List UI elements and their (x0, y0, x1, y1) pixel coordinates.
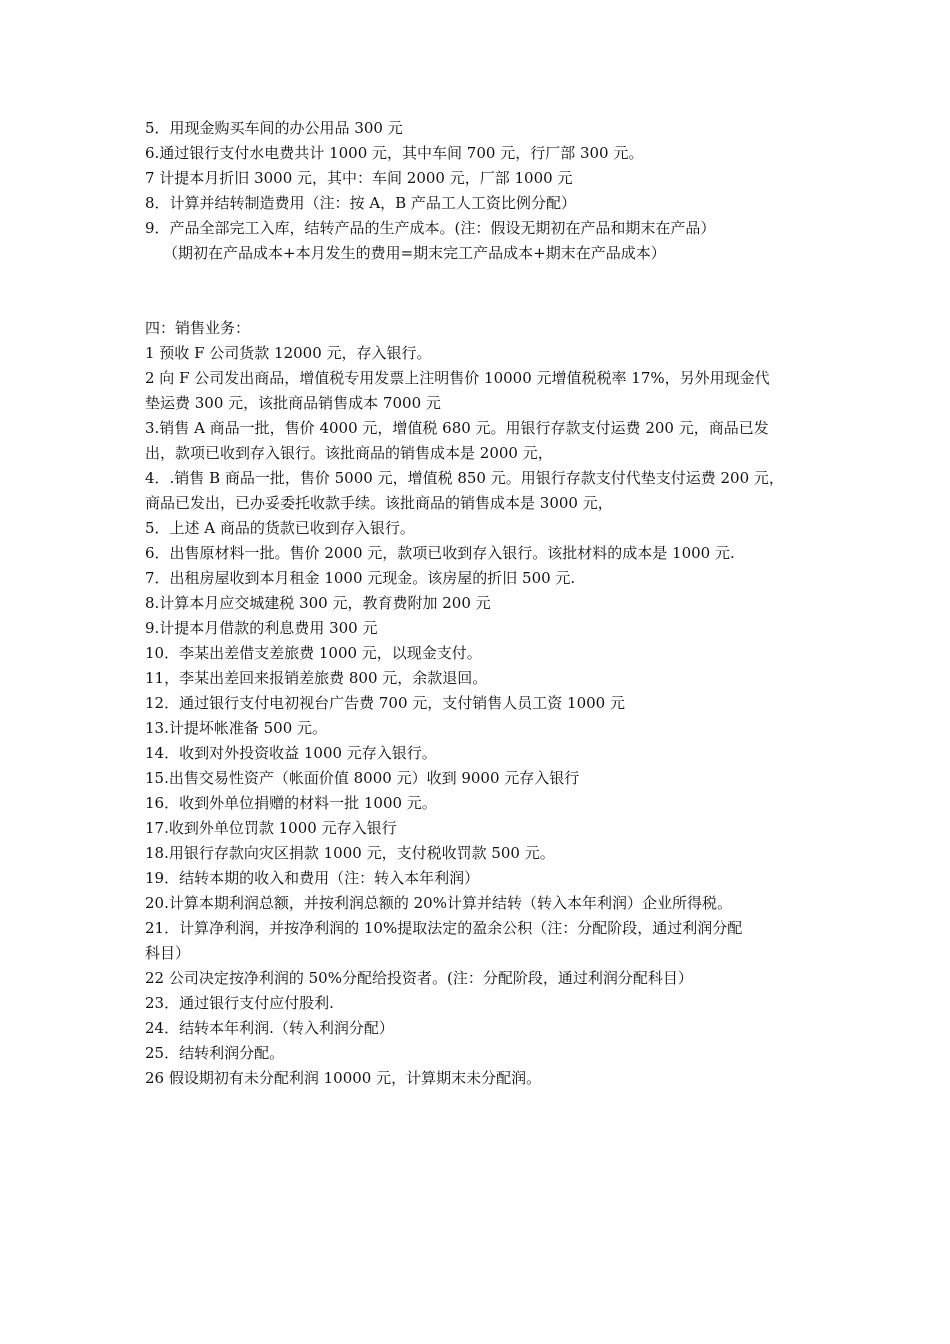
text-line: 20.计算本期利润总额，并按利润总额的 20%计算并结转（转入本年利润）企业所得税。 (145, 894, 732, 912)
text-line: 2 向 F 公司发出商品，增值税专用发票上注明售价 10000 元增值税税率 17%，另外用现金代 (145, 369, 770, 387)
text-line: 26 假设期初有未分配利润 10000 元，计算期末未分配润。 (145, 1069, 542, 1087)
text-line: 10．李某出差借支差旅费 1000 元，以现金支付。 (145, 644, 482, 662)
text-line: 21．计算净利润，并按净利润的 10%提取法定的盈余公积（注：分配阶段，通过利润分配 (145, 919, 743, 937)
text-line: 1 预收 F 公司货款 12000 元，存入银行。 (145, 344, 432, 362)
text-line: 6.通过银行支付水电费共计 1000 元，其中车间 700 元，行厂部 300 元。 (145, 144, 644, 162)
text-line: 23．通过银行支付应付股利. (145, 994, 334, 1012)
text-line: 5．上述 A 商品的货款已收到存入银行。 (145, 519, 415, 537)
text-line: 16．收到外单位捐赠的材料一批 1000 元。 (145, 794, 437, 812)
text-line: 3.销售 A 商品一批，售价 4000 元，增值税 680 元。用银行存款支付运费 200 元，商品已发 (145, 419, 769, 437)
text-line: 25．结转利润分配。 (145, 1044, 285, 1062)
text-line: 17.收到外单位罚款 1000 元存入银行 (145, 819, 397, 837)
text-line: 科目） (145, 944, 191, 962)
sales-section (145, 316, 815, 1091)
text-line: 11，李某出差回来报销差旅费 800 元，余款退回。 (145, 669, 488, 687)
text-line: 9．产品全部完工入库，结转产品的生产成本。(注：假设无期初在产品和期末在产品） (145, 219, 716, 237)
text-line: 7．出租房屋收到本月租金 1000 元现金。该房屋的折旧 500 元. (145, 569, 576, 587)
text-line: 垫运费 300 元，该批商品销售成本 7000 元 (145, 394, 441, 412)
text-line: 8．计算并结转制造费用（注：按 A，B 产品工人工资比例分配） (145, 194, 576, 212)
text-line: 6．出售原材料一批。售价 2000 元，款项已收到存入银行。该批材料的成本是 1000 元. (145, 544, 735, 562)
section-heading: 四：销售业务： (145, 319, 251, 337)
text-line: 出，款项已收到存入银行。该批商品的销售成本是 2000 元， (145, 444, 553, 462)
formula-note: （期初在产品成本+本月发生的费用=期末完工产品成本+期末在产品成本） (163, 244, 666, 262)
text-line: 9.计提本月借款的利息费用 300 元 (145, 619, 378, 637)
text-line: 4．.销售 B 商品一批，售价 5000 元，增值税 850 元。用银行存款支付代垫支付运费 200 元， (145, 469, 784, 487)
text-line: 18.用银行存款向灾区捐款 1000 元，支付税收罚款 500 元。 (145, 844, 555, 862)
text-line: 14．收到对外投资收益 1000 元存入银行。 (145, 744, 437, 762)
text-line: 12．通过银行支付电初视台广告费 700 元，支付销售人员工资 1000 元 (145, 694, 625, 712)
text-line: 8.计算本月应交城建税 300 元，教育费附加 200 元 (145, 594, 491, 612)
text-line: 15.出售交易性资产（帐面价值 8000 元）收到 9000 元存入银行 (145, 769, 580, 787)
text-line: 19．结转本期的收入和费用（注：转入本年利润） (145, 869, 480, 887)
text-line: 22 公司决定按净利润的 50%分配给投资者。(注：分配阶段，通过利润分配科目） (145, 969, 693, 987)
text-line: 5．用现金购买车间的办公用品 300 元 (145, 119, 403, 137)
text-line: 7 计提本月折旧 3000 元，其中：车间 2000 元，厂部 1000 元 (145, 169, 573, 187)
text-line: 商品已发出，已办妥委托收款手续。该批商品的销售成本是 3000 元， (145, 494, 613, 512)
production-section (145, 116, 815, 266)
text-line: 13.计提坏帐准备 500 元。 (145, 719, 328, 737)
text-line: 24．结转本年利润.（转入利润分配） (145, 1019, 394, 1037)
